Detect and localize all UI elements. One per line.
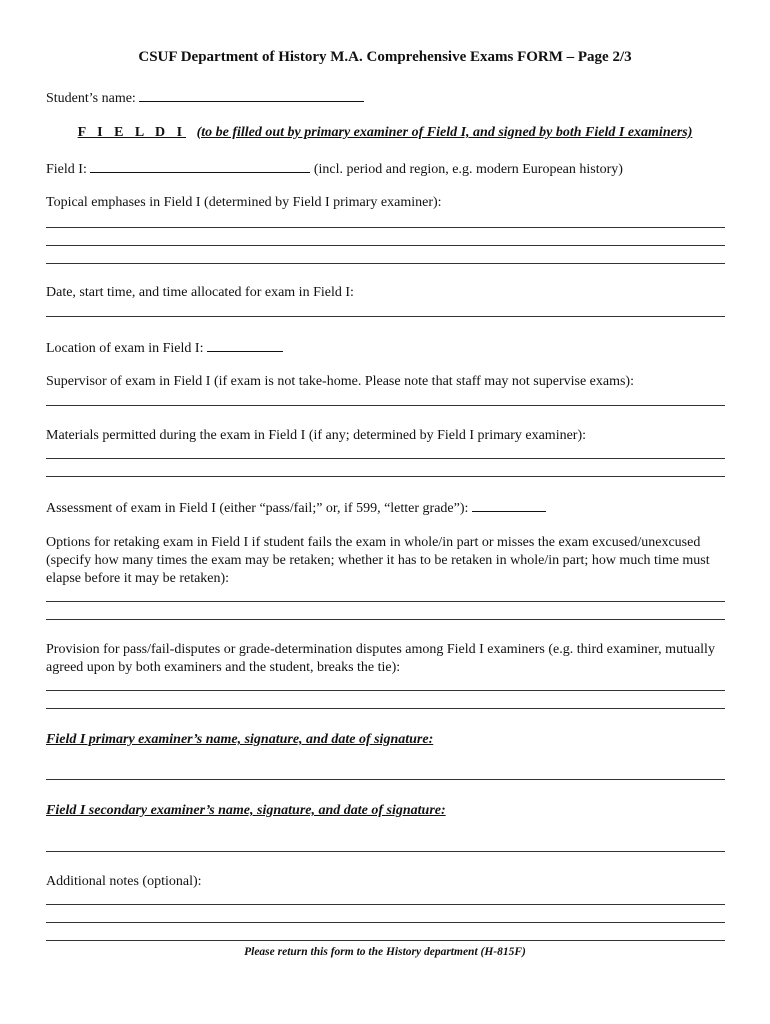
topical-label: Topical emphases in Field I (determined by Field I primary examiner): — [46, 195, 442, 210]
notes-line-2[interactable] — [46, 922, 725, 923]
materials-line-2[interactable] — [46, 476, 725, 477]
supervisor-label: Supervisor of exam in Field I (if exam is not take-home. Please note that staff may not supervise exams): — [46, 374, 634, 389]
field-section-heading — [0, 124, 770, 142]
student-name-row — [46, 88, 364, 108]
assessment-field[interactable] — [472, 498, 546, 512]
location-field[interactable] — [207, 338, 283, 352]
field-row — [46, 159, 623, 179]
field-hint: (incl. period and region, e.g. modern European history) — [313, 162, 623, 177]
notes-line-3[interactable] — [46, 940, 725, 941]
supervisor-line[interactable] — [46, 405, 725, 406]
notes-label: Additional notes (optional): — [46, 874, 202, 889]
secondary-signature-line[interactable] — [46, 851, 725, 852]
materials-label: Materials permitted during the exam in Field I (if any; determined by Field I primary examiner): — [46, 428, 587, 443]
retake-line-2[interactable] — [46, 619, 725, 620]
secondary-signature-label: Field I secondary examiner’s name, signature, and date of signature: — [46, 803, 446, 818]
disputes-line-2[interactable] — [46, 708, 725, 709]
assessment-label: Assessment of exam in Field I (either “pass/fail;” or, if 599, “letter grade”): — [46, 501, 469, 516]
page-title: CSUF Department of History M.A. Comprehensive Exams FORM – Page 2/3 — [138, 49, 632, 65]
footer-note: Please return this form to the History department (H-815F) — [244, 946, 526, 958]
topical-line-2[interactable] — [46, 245, 725, 246]
disputes-line-1[interactable] — [46, 690, 725, 691]
field-label: Field I: — [46, 162, 87, 177]
field-name-field[interactable] — [90, 159, 310, 173]
retake-line-1[interactable] — [46, 601, 725, 602]
field-section-instruction: (to be filled out by primary examiner of Field I, and signed by both Field I examiners) — [196, 125, 693, 140]
topical-line-3[interactable] — [46, 263, 725, 264]
materials-line-1[interactable] — [46, 458, 725, 459]
student-name-field[interactable] — [139, 88, 364, 102]
date-line[interactable] — [46, 316, 725, 317]
location-row — [46, 338, 283, 358]
date-label: Date, start time, and time allocated for exam in Field I: — [46, 285, 354, 300]
notes-line-1[interactable] — [46, 904, 725, 905]
disputes-label: Provision for pass/fail-disputes or grade-determination disputes among Field I examiners (e.g. third examiner, mutually agreed upon by both examiners and the student, breaks the tie): — [46, 642, 715, 675]
primary-signature-label: Field I primary examiner’s name, signature, and date of signature: — [46, 732, 434, 747]
assessment-row — [46, 498, 546, 518]
student-name-label: Student’s name: — [46, 91, 136, 106]
primary-signature-line[interactable] — [46, 779, 725, 780]
retake-label: Options for retaking exam in Field I if student fails the exam in whole/in part or misses the exam excused/unexcused (specify how many times the exam may be retaken; whether it has to be retaken in whole/in part; how much time must elapse before it may be retaken): — [46, 535, 710, 586]
field-section-label: F I E L D I — [77, 125, 187, 140]
topical-line-1[interactable] — [46, 227, 725, 228]
location-label: Location of exam in Field I: — [46, 341, 204, 356]
